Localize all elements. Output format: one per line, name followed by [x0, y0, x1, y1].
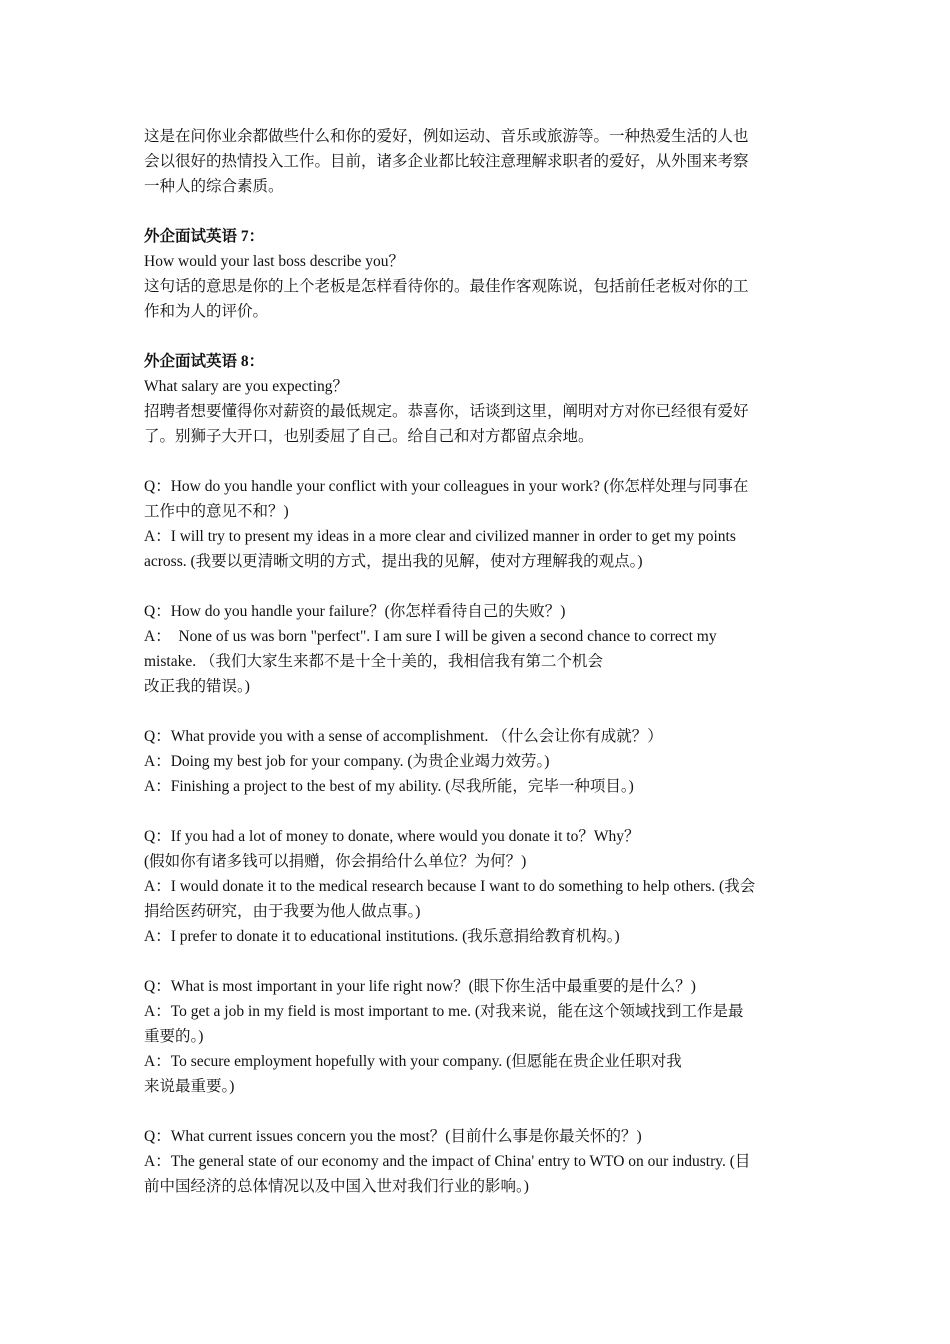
qa-block — [144, 824, 808, 949]
document-page — [144, 124, 808, 1199]
question-line: Q：What current issues concern you the most？(目前什么事是你最关怀的？) — [144, 1128, 642, 1145]
question-line: Q：If you had a lot of money to donate, where would you donate it to？Why？ — [144, 828, 640, 845]
section-explanation-line: 这句话的意思是你的上个老板是怎样看待你的。最佳作客观陈说，包括前任老板对你的工 — [144, 278, 749, 295]
question-line: Q：What is most important in your life right now？(眼下你生活中最重要的是什么？) — [144, 978, 696, 995]
answer-line: A：To secure employment hopefully with your company. (但愿能在贵企业任职对我 — [144, 1053, 682, 1070]
question-line: 工作中的意见不和？) — [144, 503, 289, 520]
answer-line: 捐给医药研究，由于我要为他人做点事。) — [144, 903, 421, 920]
section-explanation-line: 招聘者想要懂得你对薪资的最低规定。恭喜你，话谈到这里，阐明对方对你已经很有爱好 — [144, 403, 749, 420]
answer-line: A：I prefer to donate it to educational institutions. (我乐意捐给教育机构。) — [144, 928, 620, 945]
answer-line: 来说最重要。) — [144, 1078, 235, 1095]
qa-block — [144, 974, 808, 1099]
answer-line: A： None of us was born "perfect". I am sure I will be given a second chance to correct my — [144, 628, 717, 645]
answer-line: A：To get a job in my field is most important to me. (对我来说，能在这个领域找到工作是最 — [144, 1003, 744, 1020]
question-line: Q：How do you handle your conflict with your colleagues in your work? (你怎样处理与同事在 — [144, 478, 749, 495]
section-8 — [144, 349, 808, 449]
section-heading: 外企面试英语 7： — [144, 228, 265, 245]
qa-block — [144, 474, 808, 574]
intro-line: 这是在问你业余都做些什么和你的爱好，例如运动、音乐或旅游等。一种热爱生活的人也 — [144, 128, 749, 145]
answer-line: A：I would donate it to the medical research because I want to do something to help others. (我会 — [144, 878, 756, 895]
section-question: What salary are you expecting？ — [144, 378, 348, 395]
intro-line: 一种人的综合素质。 — [144, 178, 284, 195]
intro-line: 会以很好的热情投入工作。目前，诸多企业都比较注意理解求职者的爱好，从外围来考察 — [144, 153, 749, 170]
qa-block — [144, 724, 808, 799]
answer-line: mistake. （我们大家生来都不是十全十美的，我相信我有第二个机会 — [144, 653, 603, 670]
intro-paragraph — [144, 124, 808, 199]
question-line: Q：How do you handle your failure？(你怎样看待自己的失败？) — [144, 603, 566, 620]
section-heading: 外企面试英语 8： — [144, 353, 265, 370]
question-line: (假如你有诸多钱可以捐赠，你会捐给什么单位？为何？) — [144, 853, 527, 870]
qa-block — [144, 599, 808, 699]
section-explanation-line: 作和为人的评价。 — [144, 303, 269, 320]
section-7 — [144, 224, 808, 324]
question-line: Q：What provide you with a sense of accomplishment. （什么会让你有成就？） — [144, 728, 663, 745]
answer-line: A：Doing my best job for your company. (为贵企业竭力效劳。) — [144, 753, 550, 770]
answer-line: 前中国经济的总体情况以及中国入世对我们行业的影响。) — [144, 1178, 529, 1195]
section-explanation-line: 了。别狮子大开口，也别委屈了自己。给自己和对方都留点余地。 — [144, 428, 594, 445]
qa-block — [144, 1124, 808, 1199]
answer-line: A：Finishing a project to the best of my ability. (尽我所能，完毕一种项目。) — [144, 778, 634, 795]
answer-line: across. (我要以更清晰文明的方式，提出我的见解，使对方理解我的观点。) — [144, 553, 643, 570]
answer-line: A：I will try to present my ideas in a more clear and civilized manner in order to get my points — [144, 528, 736, 545]
answer-line: A：The general state of our economy and the impact of China' entry to WTO on our industry. (目 — [144, 1153, 751, 1170]
section-question: How would your last boss describe you？ — [144, 253, 405, 270]
answer-line: 重要的。) — [144, 1028, 204, 1045]
answer-line: 改正我的错误。) — [144, 678, 250, 695]
